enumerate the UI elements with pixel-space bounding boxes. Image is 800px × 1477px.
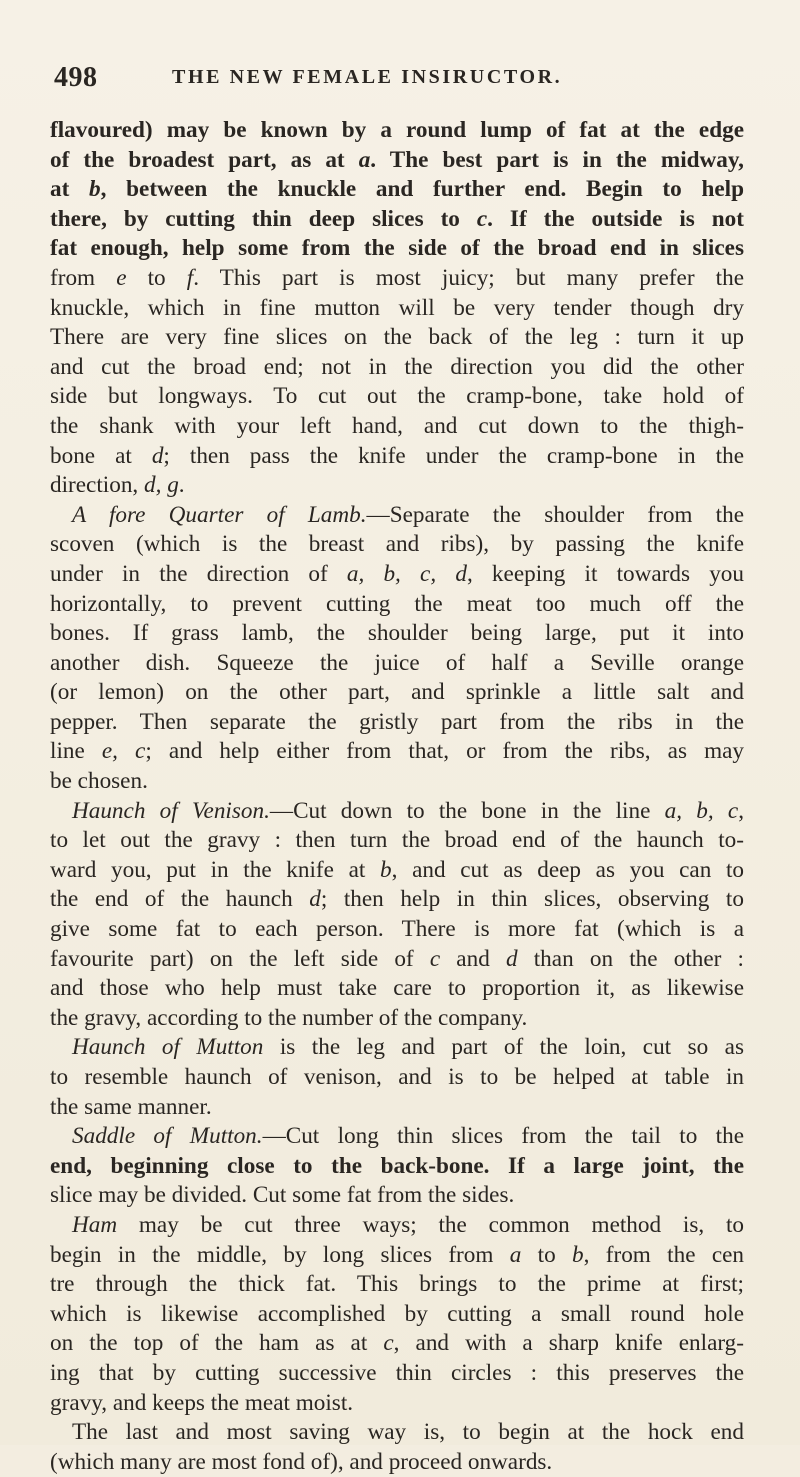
text-segment: at <box>50 176 90 203</box>
italic-text: a <box>358 146 371 173</box>
text-line <box>50 353 744 383</box>
text-segment: to let out the gravy : then turn the broad end of the haunch to- <box>50 827 744 854</box>
text-segment: , and with a sharp knife enlarg- <box>393 1330 744 1357</box>
italic-text: b <box>89 176 101 203</box>
italic-text: d <box>505 945 518 972</box>
text-line <box>50 205 744 235</box>
text-segment: bones. If grass lamb, the shoulder being large, put it into <box>50 620 744 647</box>
text-line <box>50 619 744 649</box>
text-line <box>50 1418 744 1448</box>
italic-text: c <box>476 205 488 232</box>
text-line <box>50 1211 744 1241</box>
text-line <box>50 530 744 560</box>
text-line <box>50 708 744 738</box>
text-segment: under in the direction of <box>50 560 347 587</box>
text-line <box>50 234 744 264</box>
text-line <box>50 915 744 945</box>
text-line <box>50 1152 744 1182</box>
text-segment: side but longways. To cut out the cramp-bone, take hold of <box>50 383 744 410</box>
text-segment: to <box>126 264 187 291</box>
text-segment: ; then help in thin slices, observing to <box>320 886 744 913</box>
text-line <box>50 442 744 472</box>
body-text <box>50 116 744 1477</box>
text-line <box>50 974 744 1004</box>
text-segment: the same manner. <box>50 1093 212 1120</box>
text-segment: ; and help either from that, or from the ribs, as may <box>145 738 744 765</box>
text-segment: The last and most saving way is, to begin at the hock end <box>72 1419 744 1446</box>
text-segment: (or lemon) on the other part, and sprinkle a little salt and <box>50 679 744 706</box>
italic-text: e <box>116 264 127 291</box>
text-segment: on the top of the ham as at <box>50 1330 384 1357</box>
text-segment: and those who help must take care to proportion it, as likewise <box>50 975 744 1002</box>
italic-text: a, b, c, d <box>346 560 467 587</box>
text-segment: there, by cutting thin deep slices to <box>50 205 477 232</box>
text-line <box>50 945 744 975</box>
text-line <box>50 856 744 886</box>
italic-text: b <box>380 856 392 883</box>
text-segment: from <box>50 264 117 291</box>
text-line <box>50 1270 744 1300</box>
italic-text: A fore Quarter of Lamb. <box>72 501 367 528</box>
text-line <box>50 412 744 442</box>
italic-text: d <box>309 886 321 913</box>
text-segment: the gravy, according to the number of the company. <box>50 1004 528 1031</box>
italic-text: b <box>572 1241 584 1268</box>
italic-text: a, b, c <box>664 797 739 824</box>
text-line <box>50 116 744 146</box>
text-segment: end, beginning close to the back-bone. If a large joint, the <box>50 1152 744 1179</box>
text-segment: give some fat to each person. There is more fat (which is a <box>50 916 744 943</box>
text-line <box>50 649 744 679</box>
text-segment: flavoured) may be known by a round lump of fat at the edge <box>50 117 744 143</box>
italic-text: Saddle of Mutton. <box>72 1123 263 1150</box>
text-line <box>50 767 744 797</box>
text-segment: to resemble haunch of venison, and is to be helped at table in <box>50 1064 744 1090</box>
page-header <box>54 62 740 102</box>
italic-text: Haunch of Mutton <box>72 1034 264 1061</box>
text-segment: . The best part is in the midway, <box>370 146 744 173</box>
text-segment: . This part is most juicy; but many prefer the <box>193 264 744 291</box>
italic-text: a <box>509 1241 522 1268</box>
text-segment: tre through the thick fat. This brings to the prime at first; <box>50 1271 744 1298</box>
text-segment: . <box>178 472 185 499</box>
text-segment: ing that by cutting successive thin circles : this preserves the <box>50 1359 744 1386</box>
text-segment: another dish. Squeeze the juice of half a Seville orange <box>50 649 744 676</box>
text-segment: (which many are most fond of), and proceed onwards. <box>50 1448 553 1475</box>
text-segment: , and cut as deep as you can to <box>391 856 744 883</box>
italic-text: f <box>186 264 194 291</box>
text-segment: ward you, put in the knife at <box>50 856 381 883</box>
text-segment: be chosen. <box>50 768 148 795</box>
text-segment: , <box>738 797 744 824</box>
text-segment: and cut the broad end; not in the direction you did the other <box>50 353 744 380</box>
text-line <box>50 1122 744 1152</box>
text-line <box>50 294 744 324</box>
text-line <box>50 175 744 205</box>
text-segment: knuckle, which in fine mutton will be very tender though dry <box>50 294 744 321</box>
text-segment: line <box>50 738 102 765</box>
text-segment: , keeping it towards you <box>466 560 744 587</box>
text-segment: —Separate the shoulder from the <box>366 501 744 528</box>
text-line <box>50 590 744 620</box>
italic-text: d, g <box>144 472 179 499</box>
text-line <box>50 1033 744 1063</box>
text-segment: slice may be divided. Cut some fat from the sides. <box>50 1182 515 1209</box>
italic-text: Haunch of Venison. <box>72 797 270 824</box>
text-segment: There are very fine slices on the back of the leg : turn it up <box>50 324 744 351</box>
text-segment: bone at <box>50 442 152 469</box>
text-segment: horizontally, to prevent cutting the meat too much off the <box>50 590 744 617</box>
text-line <box>50 1329 744 1359</box>
text-segment: direction, <box>50 472 145 499</box>
italic-text: c <box>383 1330 394 1357</box>
italic-text: c <box>429 945 441 972</box>
text-line <box>50 471 744 501</box>
text-segment: —Cut down to the bone in the line <box>269 797 665 824</box>
text-segment: scoven (which is the breast and ribs), by passing the knife <box>50 531 744 558</box>
text-line <box>50 885 744 915</box>
text-line <box>50 323 744 353</box>
italic-text: d <box>151 442 164 469</box>
text-segment: gravy, and keeps the meat moist. <box>50 1389 354 1416</box>
text-segment: pepper. Then separate the gristly part from the ribs in the <box>50 708 744 735</box>
text-line <box>50 737 744 767</box>
running-head: THE NEW FEMALE INSIRUCTOR. <box>172 66 563 88</box>
text-line <box>50 1448 744 1477</box>
text-line <box>50 146 744 176</box>
text-segment: , from the cen <box>583 1241 744 1268</box>
text-line <box>50 797 744 827</box>
text-line <box>50 1093 744 1123</box>
text-segment: fat enough, help some from the side of the broad end in slices <box>50 235 744 262</box>
text-line <box>50 1004 744 1034</box>
text-segment: the end of the haunch <box>50 886 310 913</box>
text-line <box>50 826 744 856</box>
text-line <box>50 501 744 531</box>
text-line <box>50 1241 744 1271</box>
text-segment: and <box>440 945 506 972</box>
text-segment: , between the knuckle and further end. Begin to help <box>100 176 744 203</box>
text-line <box>50 1389 744 1419</box>
text-segment: of the broadest part, as at <box>50 146 359 173</box>
text-segment: is the leg and part of the loin, cut so as <box>263 1034 744 1061</box>
text-segment: than on the other : <box>517 945 744 972</box>
italic-text: e, c <box>101 738 146 765</box>
text-segment: which is likewise accomplished by cutting a small round hole <box>50 1300 744 1327</box>
text-line <box>50 382 744 412</box>
text-line <box>50 678 744 708</box>
page-number: 498 <box>54 62 98 93</box>
italic-text: Ham <box>72 1211 118 1238</box>
text-segment: . If the outside is not <box>487 205 744 232</box>
text-line <box>50 560 744 590</box>
text-line <box>50 264 744 294</box>
text-segment: begin in the middle, by long slices from <box>50 1241 510 1268</box>
text-line <box>50 1063 744 1093</box>
text-segment: the shank with your left hand, and cut down to the thigh- <box>50 412 744 439</box>
text-line <box>50 1359 744 1389</box>
text-segment: —Cut long thin slices from the tail to the <box>262 1123 744 1150</box>
text-segment: favourite part) on the left side of <box>50 945 430 972</box>
text-segment: ; then pass the knife under the cramp-bone in the <box>163 442 744 469</box>
text-line <box>50 1300 744 1330</box>
text-segment: to <box>521 1241 573 1268</box>
text-segment: may be cut three ways; the common method is, to <box>117 1211 744 1238</box>
text-line <box>50 1181 744 1211</box>
